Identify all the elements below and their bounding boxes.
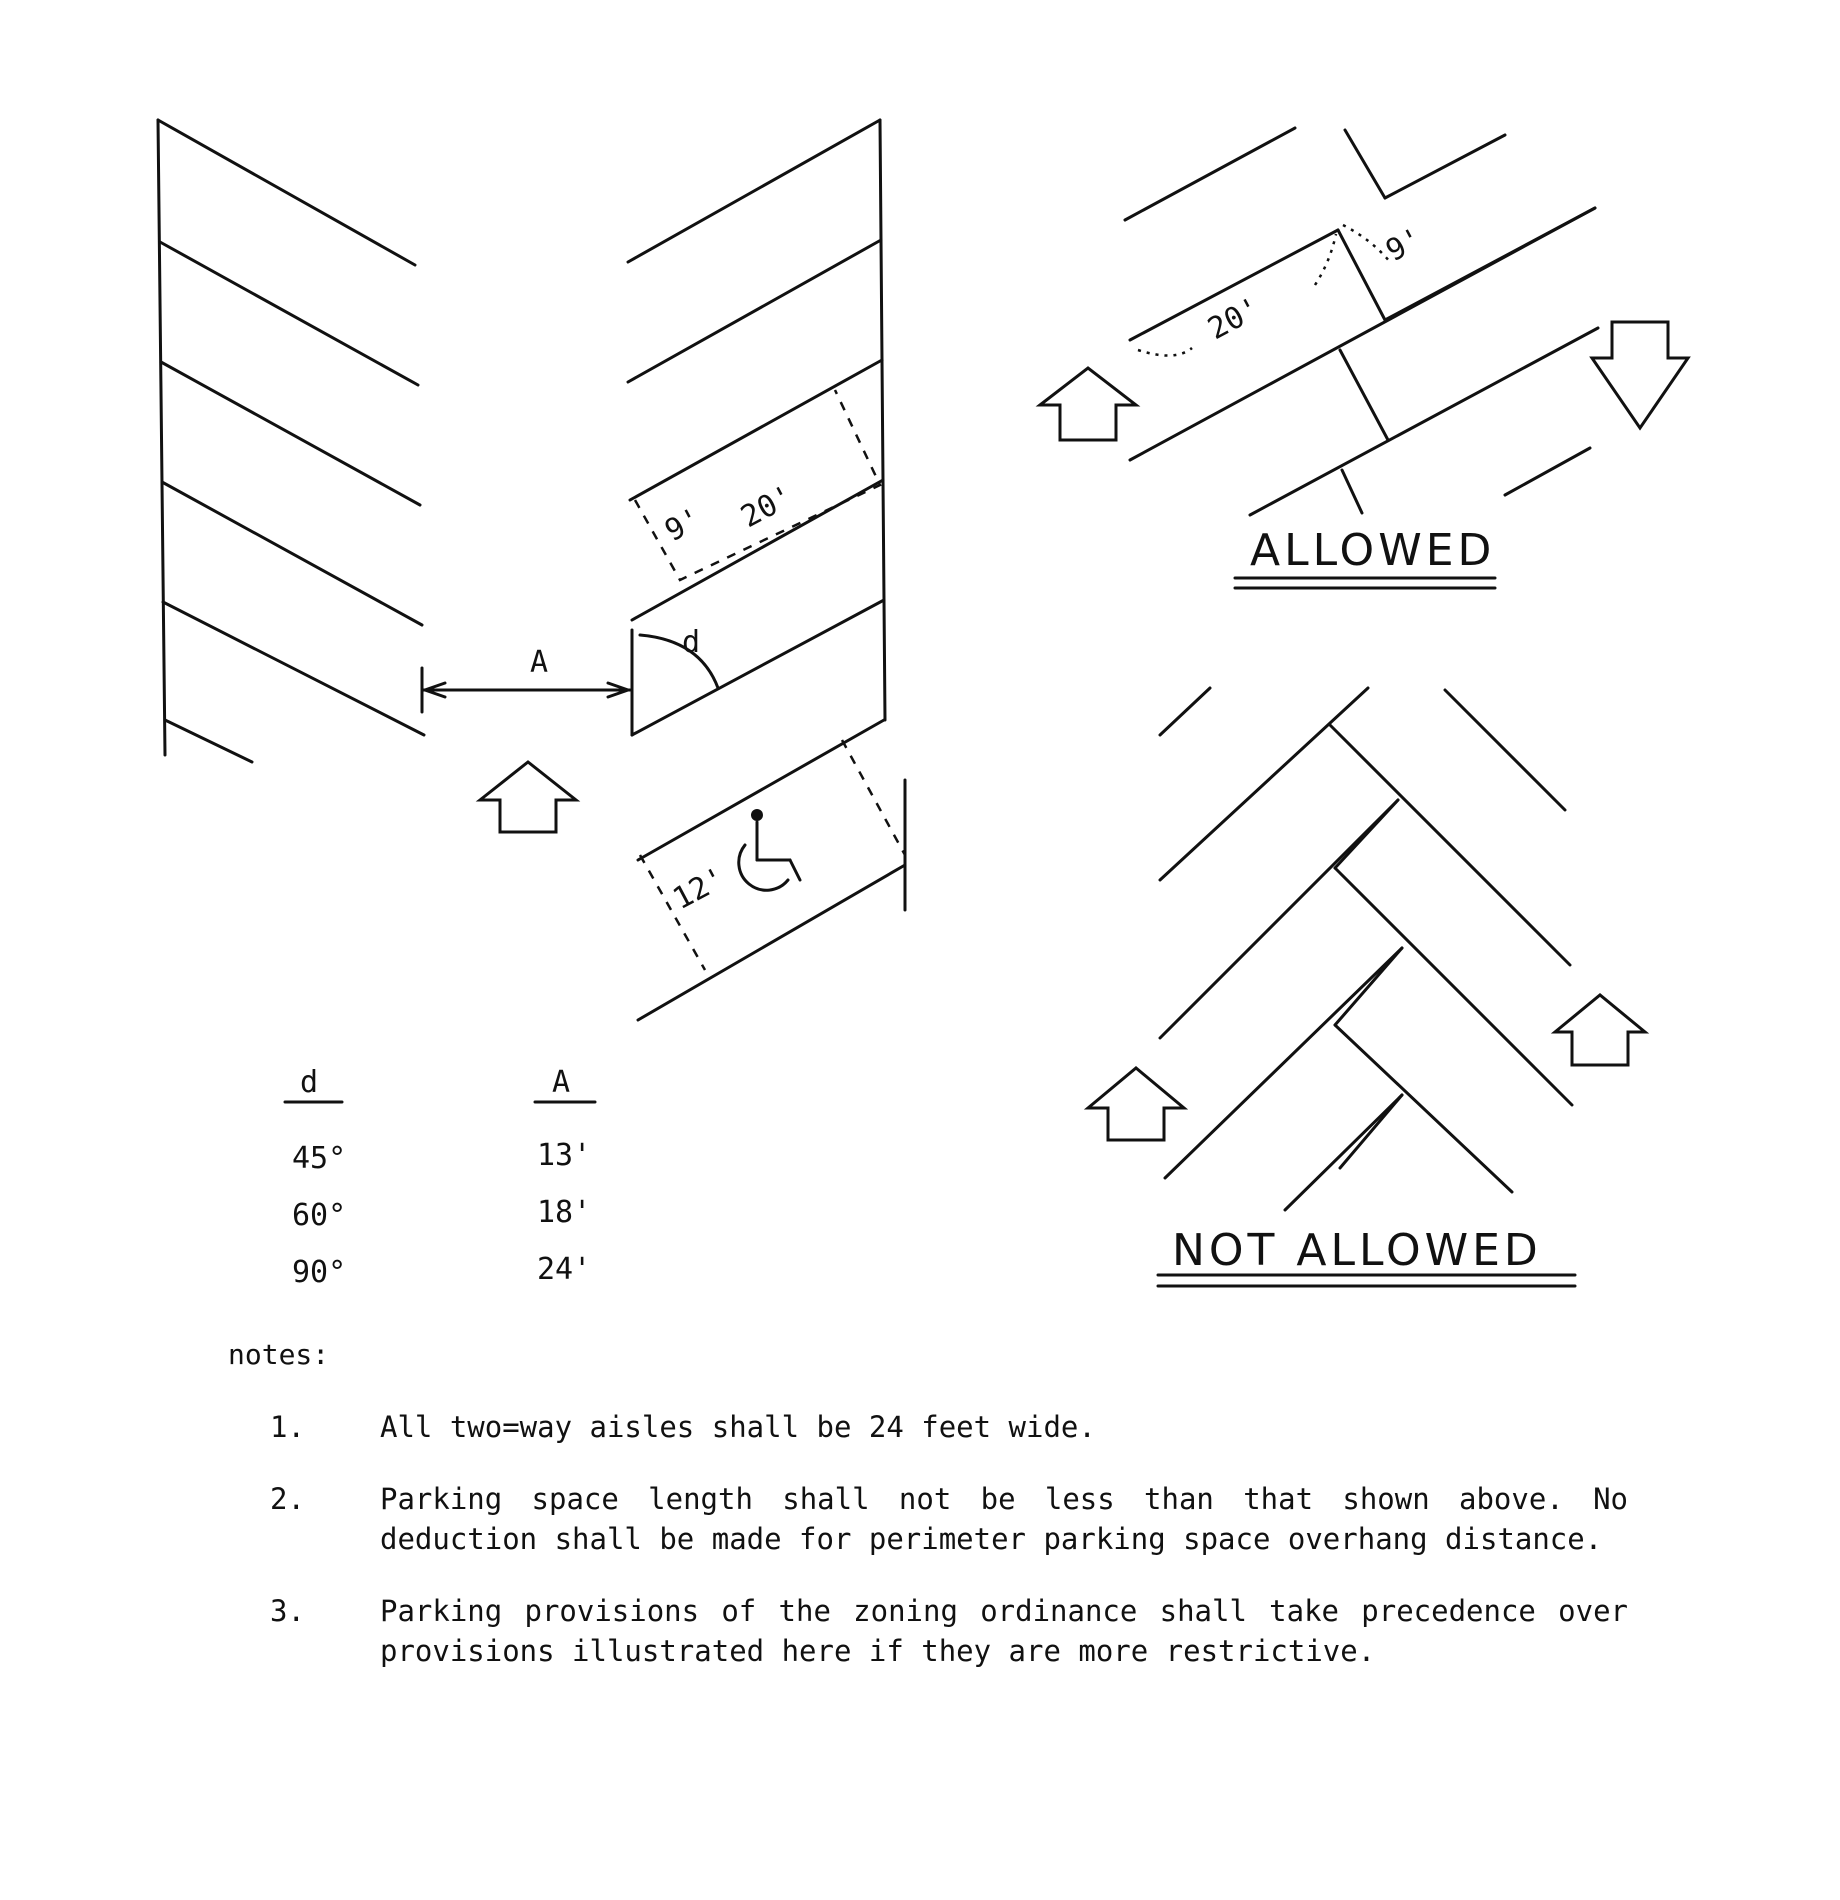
aisle-label: A	[530, 645, 549, 680]
right-width-label: 9'	[1380, 221, 1429, 270]
angle-label: d	[682, 625, 701, 660]
table-row-aisle: 24'	[537, 1252, 592, 1287]
right-length-label: 20'	[1202, 290, 1267, 348]
arrow-down-icon	[1592, 322, 1688, 428]
note-number: 2.	[270, 1482, 305, 1516]
note-item	[228, 1407, 1628, 1447]
accessible-width-label: 12'	[667, 860, 732, 918]
note-number: 1.	[270, 1410, 305, 1444]
arrow-up-icon	[480, 762, 576, 832]
table-header-angle: d	[300, 1065, 319, 1100]
not-allowed-caption: NOT ALLOWED	[1172, 1225, 1542, 1276]
table-row-aisle: 13'	[537, 1138, 592, 1173]
note-number: 3.	[270, 1594, 305, 1628]
not-allowed-layout	[1160, 688, 1572, 1210]
arrow-up-icon	[1088, 1068, 1184, 1140]
arrow-up-icon	[1040, 368, 1136, 440]
notes-heading: notes:	[228, 1338, 330, 1371]
aisle-dimension	[422, 668, 630, 712]
note-item	[228, 1591, 1628, 1671]
allowed-layout	[1125, 128, 1598, 515]
note-item	[228, 1479, 1628, 1559]
table-row-angle: 60°	[292, 1198, 347, 1233]
left-parking-row	[158, 120, 424, 762]
arrow-up-icon	[1555, 995, 1645, 1065]
table-row-aisle: 18'	[537, 1195, 592, 1230]
wheelchair-icon	[739, 809, 800, 890]
table-header-aisle: A	[552, 1065, 571, 1100]
angle-arc	[640, 635, 718, 688]
note-text: Parking provisions of the zoning ordinance shall take precedence over provisions illustrated here if they are more restrictive.	[380, 1594, 1628, 1668]
left-width-label: 9'	[659, 501, 708, 550]
dimension-table	[285, 1065, 595, 1290]
notes-section	[228, 1338, 1628, 1703]
note-text: Parking space length shall not be less than that shown above. No deduction shall be made for perimeter parking space overhang distance.	[380, 1482, 1628, 1556]
allowed-caption: ALLOWED	[1250, 525, 1496, 576]
table-row-angle: 90°	[292, 1255, 347, 1290]
left-length-label: 20'	[735, 478, 800, 536]
table-row-angle: 45°	[292, 1141, 347, 1176]
note-text: All two=way aisles shall be 24 feet wide.	[380, 1410, 1096, 1444]
